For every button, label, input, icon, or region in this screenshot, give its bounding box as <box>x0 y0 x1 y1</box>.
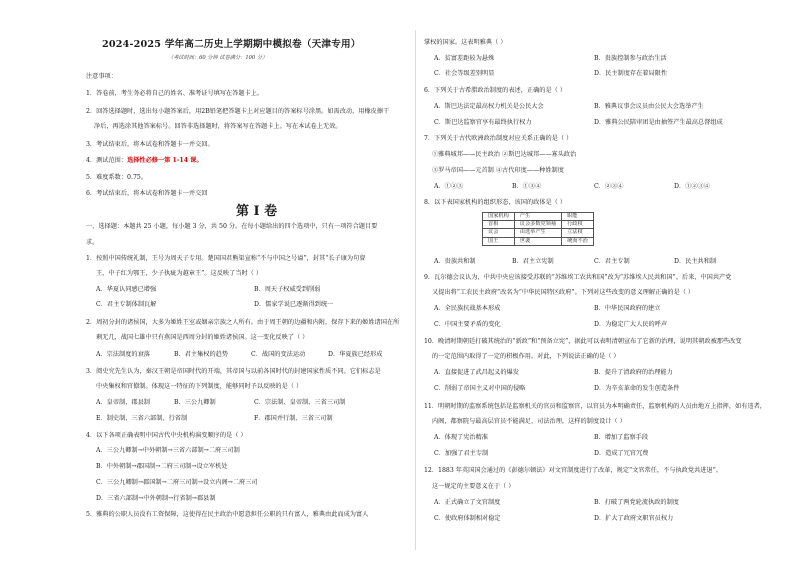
option: D．三省六部制→中外朝制→行省制→郡县制 <box>96 495 216 502</box>
question-text: 掌权的国家。这表明雅典（ ） <box>424 39 507 46</box>
table-cell: 国家机构 <box>483 213 515 221</box>
option: A．贵族共和制 <box>434 258 476 265</box>
table-cell: 世袭 <box>514 237 561 245</box>
option: D．扩大了政府文职官员权力 <box>594 515 674 522</box>
question-text: 7．下列关于古代欧洲政治制度对应关系正确的是（ ） <box>424 135 573 142</box>
question-text: 内阁，都察院与最高层官员不能满足，司法治理，这样的制度设计（ ） <box>432 418 626 425</box>
table-cell: 议会 <box>483 229 515 237</box>
option: A．全民族抗战基本形成 <box>434 305 501 312</box>
option: C．君主专制 <box>594 258 630 265</box>
option: B．中外朝制→郡国制→二府三司制→设立军机处 <box>96 463 228 470</box>
question-text: 3．阅史究先生认为，秦汉王朝是帝国时代的开端，其帝国与以前各国时代的封建国家性质不同。它们标志是 <box>86 368 381 375</box>
option: B．①③④ <box>512 183 542 190</box>
question-text: 9．瓦尔德会议认为，中共中央应该接受苏联的“苏维埃工农共和国”改为“苏维埃人民共和国”。后来，中国共产党 <box>424 274 732 281</box>
part-intro: 一、选择题：本题共 25 小题，每小题 3 分，共 50 分。在每小题给出的四个选项中，只有一项符合题目要 <box>86 223 378 230</box>
option: D．为辛亥革命的发生创造条件 <box>594 385 680 392</box>
option: C．加强了君主专制 <box>434 450 489 457</box>
table-row <box>483 213 594 221</box>
option: B．中华民国政府的建立 <box>594 305 661 312</box>
option: A．①②③ <box>434 183 464 190</box>
option: B．增加了监察手段 <box>594 434 649 441</box>
question-text: 中央集权和官僚制。体现这一特征的下列制度，能够同时予以反映的是（ ） <box>96 383 303 390</box>
option: B．打破了两党轮流执政的制度 <box>594 499 679 506</box>
option: D．华夏族已经形成 <box>328 351 383 358</box>
option: D．民主制度存在着局限性 <box>594 70 668 77</box>
option: A．三公九卿制→中外朝制→三省六部制→二府三司制 <box>96 447 240 454</box>
question-text: 5．雅典的公职人员没有工资保障，这使得在民主政治中愿意担任公职的只有富人，雅典由此而成为富人 <box>86 511 369 518</box>
option: D．雅典公民陪审团是由抽签产生最高总督组成 <box>594 119 723 126</box>
note-item: 1．答卷前，考生务必将自己的姓名、准考证号填写在答题卡上。 <box>86 90 264 97</box>
table-row <box>483 237 594 245</box>
column-divider <box>415 30 416 550</box>
option: D．造成了冗官冗费 <box>594 450 649 457</box>
question-text: 6．下列关于古希腊政治制度的表述，正确的是（ ） <box>424 87 567 94</box>
institution-table <box>482 212 594 246</box>
note-item: 3．考试结束后，将本试卷和答题卡一并交回。 <box>86 141 214 148</box>
option: B．提升了清政府的治理能力 <box>594 369 673 376</box>
option: A．正式确立了文官制度 <box>434 499 501 506</box>
question-text: 的一定范围内取得了一定的积极作用。对此，下列说法正确的是（ ） <box>432 353 620 360</box>
option: C．宗法制、皇帝制、三省三司制 <box>254 399 346 406</box>
question-text: ③罗马帝国——元首制 ④古代印度——种姓制度 <box>432 167 564 174</box>
option: C．②③④ <box>594 183 624 190</box>
table-cell: 由选举产生 <box>514 229 561 237</box>
option: A．斯巴达法定最高权力机关是公民大会 <box>434 103 544 110</box>
option: C．三公九卿制→郡国制→二府三司制→设立内阁→二府三司 <box>96 479 258 486</box>
table-cell: 立法权 <box>562 229 594 237</box>
option: C．社会等级差别明显 <box>434 70 495 77</box>
option: A．贫富差距较为悬殊 <box>434 55 495 62</box>
option: D．为稳定广大人民的呼声 <box>594 321 668 328</box>
note-item: 5．难度系数：0.75。 <box>86 174 148 181</box>
option: A．华夏认同感已增强 <box>96 286 157 293</box>
note-item <box>86 158 203 164</box>
question-text: 剩无几，战国七雄中只有燕国是西周分封的姬姓诸侯国。这一变化反映了（ ） <box>96 334 309 341</box>
table-cell: 国王 <box>483 237 515 245</box>
table-cell: 议会多数党领袖 <box>514 221 561 229</box>
option: A．皇帝制、郡县制 <box>96 399 150 406</box>
table-row <box>483 221 594 229</box>
table-cell: 产生 <box>514 213 561 221</box>
option: D．民主共和制 <box>674 258 717 265</box>
option: C．战国的变法运动 <box>251 351 306 358</box>
question-text: 4．以下各项正确表明中国古代中央机构演变顺序的是（ ） <box>86 432 247 439</box>
table-cell: 行政权 <box>562 221 594 229</box>
question-text: 又提出将“工农民主政府”改名为“中华民国特区政府”。下列对这些改变的意义理解正确的是（ ） <box>432 289 695 296</box>
question-text: 这一规定的主要意义在于（ ） <box>432 483 515 490</box>
option: B．贵族控制参与政治生活 <box>594 55 667 62</box>
part-title: 第 I 卷 <box>236 204 278 219</box>
option: E．制史制、三省六部制、行省制 <box>96 415 188 422</box>
option: A．宗法制度的衰落 <box>96 351 150 358</box>
option: C．斯巴达监察官享有最终执行权力 <box>434 119 532 126</box>
table-cell: 职能 <box>562 213 594 221</box>
note-item: 净后，再选涂其他答案标号。回答非选择题时，将答案写在答题卡上。写在本试卷上无效。 <box>94 123 342 130</box>
option: C．君主专制体制瓦解 <box>96 301 157 308</box>
option: D．①②③④ <box>674 183 710 190</box>
option: C．削弱了帝国主义对中国的侵略 <box>434 385 526 392</box>
option: B．周天子权威受到削弱 <box>254 286 321 293</box>
option: A．体现了宪治精准 <box>434 434 488 441</box>
option: B．雅典议事会议员由公民大会选举产生 <box>594 103 704 110</box>
question-text: 8．以下表国家机构的组织形态，该国的政体是（ ） <box>424 199 567 206</box>
question-text: 12．1883 年英国国会通过的《彭德尔顿法》对文官制度进行了改革，规定“文官常任，不与执政党共进退”。 <box>424 467 722 474</box>
note-item: 2．回答选择题时，选出每小题答案后，用2B铅笔把答题卡上对应题目的答案标号涂黑。如需改动，用橡皮擦干 <box>86 108 390 115</box>
table-cell: 统而不治 <box>562 237 594 245</box>
option: C．使政府体制相对稳定 <box>434 515 501 522</box>
exam-title: 2024-2025 学年高二历史上学期期中模拟卷（天津专用） <box>102 39 361 50</box>
option: B．三公九卿制 <box>174 399 216 406</box>
part-intro: 求。 <box>86 239 99 246</box>
option: A．直接促进了武昌起义的爆发 <box>434 369 519 376</box>
notes-heading: 注意事项： <box>86 73 117 80</box>
option: C．中国主要矛盾的变化 <box>434 321 501 328</box>
option: D．儒家学说已逐渐得到统一 <box>254 301 334 308</box>
question-text: 王，中子红为鄂王，少子执疵为越章王”。这反映了当时（ ） <box>96 270 263 277</box>
question-text: ①雅典城邦——民主政治 ②斯巴达城邦——寡头政治 <box>432 151 577 158</box>
note-range-value: 选择性必修一第 1-14 课。 <box>127 157 203 164</box>
option: F．郡国并行制、三省三司制 <box>254 415 333 422</box>
question-text: 11．明朝时期的监察系统包括是监察机关的官员和监察官，以官员为本明确责任，监察机构的人员由地方上指挥，如有违者， <box>424 403 766 410</box>
table-cell: 首相 <box>483 221 515 229</box>
question-text: 2．周初分封的诸侯国，大多为姬姓王室或姻亲宗族之人所有。由于周王朝的边疆和内附，保存下来的姬姓诸国在所 <box>86 319 400 326</box>
table-row <box>483 229 594 237</box>
question-text: 10．晚清时期朝廷打破其统治的“新政”和“预备立宪”，据此可以表明清朝宣布了它新的治理，说明其朝政被那些改变 <box>424 338 742 345</box>
option: B．君主集权的趋势 <box>174 351 229 358</box>
exam-time: （考试时间：60 分钟 试卷满分：100 分） <box>168 55 268 61</box>
note-item: 6．考试结束后，将本试卷和答题卡一并交回 <box>86 190 208 197</box>
question-text: 1．按照中国传统礼制，王号为周天子专用。楚国国君熊渠宣称“不与中国之号谥”，封其“长子康为句亶 <box>86 255 366 262</box>
note-range-label: 4．测试范围： <box>86 157 128 164</box>
option: B．君主立宪制 <box>512 258 554 265</box>
